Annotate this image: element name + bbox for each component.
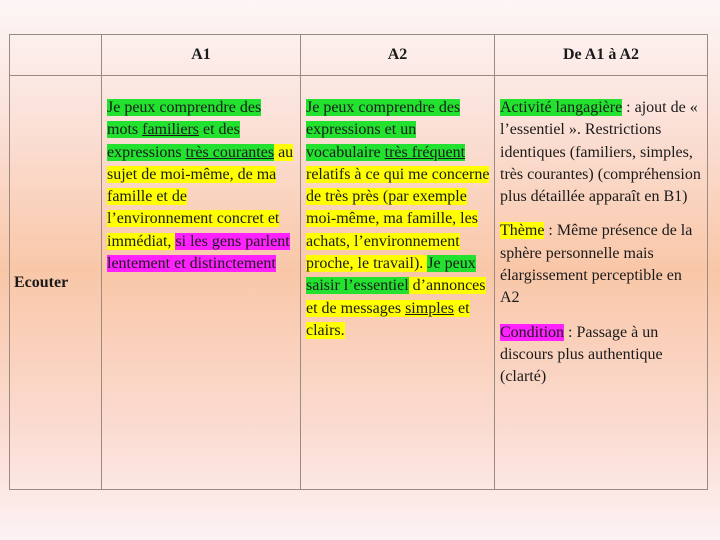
a2-text-essentiel: Je peux saisir l’essentiel bbox=[306, 255, 476, 295]
header-empty bbox=[10, 35, 102, 76]
header-row bbox=[10, 35, 708, 76]
a2-text-simples: simples bbox=[405, 299, 454, 317]
diff-label-activite: Activité langagière bbox=[500, 99, 623, 116]
diff-text-activite: : ajout de « l’essentiel ». Restrictions identiques (familiers, simples, très courantes) (compréhension plus détaillée apparaît en B1) bbox=[500, 99, 701, 206]
a1-text-familiers: familiers bbox=[142, 121, 199, 139]
ecouter-row bbox=[10, 76, 708, 490]
a1-text-1: Je peux comprendre des mots bbox=[107, 99, 262, 139]
a1-text-tres-courantes: très courantes bbox=[185, 143, 275, 161]
diff-para-theme bbox=[500, 222, 692, 306]
a2-text-tres-frequent: très fréquent bbox=[384, 143, 466, 161]
diff-para-activite bbox=[500, 99, 701, 205]
a2-text-7: et clairs. bbox=[306, 299, 470, 339]
a2-text-5: d’annonces et de messages bbox=[306, 277, 486, 317]
a2-text-3: relatifs à ce qui me concerne de très près (par exemple moi-même, ma famille, les achats, l’environnement proche, le travail). bbox=[306, 165, 490, 273]
comparison-table bbox=[9, 34, 708, 490]
a2-text-1: Je peux comprendre des expressions et un vocabulaire bbox=[306, 99, 461, 161]
diff-text-theme: : Même présence de la sphère personnelle mais élargissement perceptible en A2 bbox=[500, 222, 693, 307]
a1-text-condition: si les gens parlent lentement et distinctement bbox=[107, 232, 290, 273]
a2-description bbox=[301, 76, 495, 490]
a1-description bbox=[102, 76, 301, 490]
diff-para-condition bbox=[500, 324, 663, 386]
diff-text-condition: : Passage à un discours plus authentique (clarté) bbox=[500, 323, 663, 386]
row-label-ecouter: Ecouter bbox=[10, 76, 102, 490]
a1-text-5: au sujet de moi-même, de ma famille et de l’environnement concret et immédiat, bbox=[107, 143, 294, 250]
header-a2: A2 bbox=[301, 35, 495, 76]
diff-label-condition: Condition bbox=[500, 323, 565, 341]
header-a1: A1 bbox=[102, 35, 301, 76]
diff-description bbox=[495, 76, 708, 490]
diff-label-theme: Thème bbox=[500, 222, 545, 240]
header-a1-to-a2: De A1 à A2 bbox=[495, 35, 708, 76]
a1-text-3: et des expressions bbox=[107, 121, 240, 161]
